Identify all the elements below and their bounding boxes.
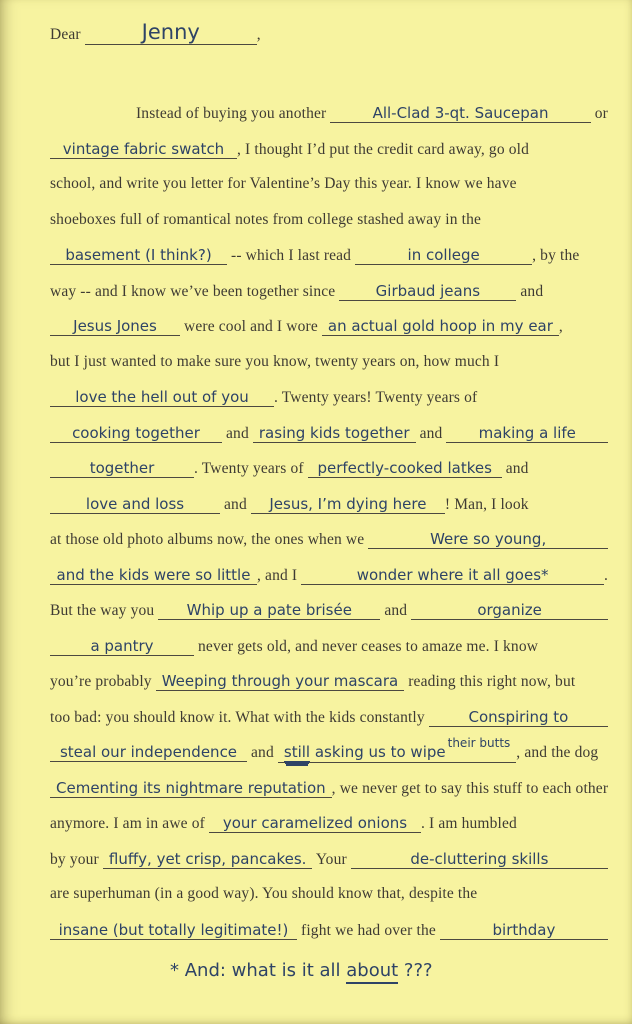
- handwritten-blank: Jesus Jones: [50, 317, 180, 336]
- typed-text: never gets old, and never ceases to amaze me. I know: [194, 637, 539, 655]
- handwritten-blank: Weeping through your mascara: [156, 672, 405, 691]
- handwritten-blank: organize: [411, 601, 608, 620]
- typed-text: by your: [50, 850, 103, 868]
- typed-text: ! Man, I look: [444, 495, 529, 513]
- footnote-line: [50, 960, 608, 1006]
- typed-text: Instead of buying you another: [136, 105, 331, 122]
- handwritten-blank: and the kids were so little: [50, 566, 257, 585]
- handwritten-blank: wonder where it all goes*: [301, 566, 604, 585]
- letter-line: [50, 353, 608, 389]
- typed-text: or: [590, 105, 608, 122]
- handwriting: about: [346, 960, 398, 984]
- typed-text: , and the dog: [516, 744, 599, 761]
- typed-text: were cool and I wore: [180, 318, 322, 335]
- handwritten-blank: Girbaud jeans: [339, 282, 516, 301]
- typed-text: and: [501, 460, 529, 477]
- typed-text: are superhuman (in a good way). You should know that, despite the: [50, 885, 478, 902]
- typed-text: But the way you: [50, 602, 159, 619]
- handwritten-blank: All-Clad 3-qt. Saucepan: [330, 104, 590, 123]
- typed-text: fight we had over the: [297, 921, 440, 939]
- letter-line: [50, 637, 608, 673]
- letter-line: [50, 282, 608, 318]
- typed-text: , by the: [532, 247, 580, 264]
- typed-text: . Twenty years of: [194, 460, 308, 477]
- handwritten-blank: in college: [355, 246, 532, 265]
- typed-text: , we never get to say this stuff to each other: [331, 779, 609, 797]
- letter-line: [50, 601, 608, 637]
- typed-text: ,: [256, 26, 261, 43]
- handwritten-blank: cooking together: [50, 424, 222, 443]
- letter-line: [50, 140, 608, 176]
- letter-line: [50, 885, 608, 921]
- handwritten-blank: rasing kids together: [253, 424, 416, 443]
- letter-line: [50, 317, 608, 353]
- letter-line: [50, 708, 608, 744]
- handwritten-blank: Whip up a pate brisée: [158, 601, 380, 620]
- letter-line: [50, 779, 608, 815]
- typed-text: and: [516, 282, 544, 300]
- handwritten-blank: vintage fabric swatch: [50, 140, 237, 159]
- handwritten-blank: fluffy, yet crisp, pancakes.: [103, 850, 313, 869]
- typed-text: Your: [312, 850, 351, 868]
- handwritten-blank: making a life: [446, 424, 608, 443]
- typed-text: anymore. I am in awe of: [50, 815, 209, 832]
- typed-text: and: [415, 424, 447, 442]
- typed-text: and: [247, 744, 278, 761]
- handwritten-blank: love the hell out of you: [50, 388, 274, 407]
- letter-line: [50, 246, 608, 282]
- typed-text: school, and write you letter for Valentine’s Day this year. I know we have: [50, 175, 517, 192]
- typed-text: at those old photo albums now, the ones when we: [50, 531, 369, 548]
- handwritten-blank: your caramelized onions: [209, 814, 421, 833]
- typed-text: and: [380, 602, 412, 619]
- typed-text: too bad: you should know it. What with the kids constantly: [50, 708, 429, 726]
- typed-text: but I just wanted to make sure you know, twenty years on, how much I: [50, 352, 500, 370]
- typed-text: ,: [558, 318, 563, 335]
- typed-text: Dear: [50, 26, 85, 43]
- letter-line: [50, 672, 608, 708]
- letter-line: [50, 495, 608, 531]
- handwritten-blank: [278, 736, 516, 763]
- typed-text: shoeboxes full of romantical notes from college stashed away in the: [50, 210, 482, 228]
- typed-text: and: [222, 424, 253, 442]
- letter-line: [50, 175, 608, 211]
- handwritten-blank: Jenny: [85, 20, 257, 45]
- letter: [50, 20, 608, 1006]
- typed-text: , I thought I’d put the credit card away, go old: [237, 140, 529, 158]
- handwritten-blank: Cementing its nightmare reputation: [50, 779, 332, 798]
- handwritten-blank: insane (but totally legitimate!): [50, 921, 297, 940]
- letter-line: [50, 104, 608, 140]
- handwritten-blank: Conspiring to: [429, 708, 608, 727]
- typed-text: -- which I last read: [227, 247, 356, 264]
- typed-text: . I am humbled: [420, 815, 517, 832]
- salutation-line: [50, 20, 608, 70]
- handwritten-blank: together: [50, 459, 194, 478]
- typed-text: . Twenty years! Twenty years of: [274, 389, 478, 406]
- handwriting: * And: what is it all: [170, 960, 347, 981]
- handwriting: ???: [398, 960, 433, 981]
- handwritten-blank: de-cluttering skills: [351, 850, 608, 869]
- handwritten-blank: an actual gold hoop in my ear: [322, 317, 559, 336]
- letter-line: [50, 211, 608, 247]
- handwritten-blank: perfectly-cooked latkes: [308, 459, 502, 478]
- typed-text: reading this right now, but: [404, 673, 576, 690]
- typed-text: you’re probably: [50, 673, 156, 690]
- letter-line: [50, 530, 608, 566]
- handwritten-blank: love and loss: [50, 495, 220, 514]
- handwritten-blank: steal our independence: [50, 743, 247, 762]
- handwritten-blank: a pantry: [50, 637, 194, 656]
- handwritten-blank: birthday: [440, 921, 608, 940]
- handwritten-blank: basement (I think?): [50, 246, 227, 265]
- handwritten-text: asking us to wipe: [310, 743, 446, 761]
- letter-line: [50, 814, 608, 850]
- emphasized-word: still: [283, 743, 311, 761]
- handwritten-insertion: their butts: [447, 736, 511, 750]
- letter-line: [50, 736, 608, 779]
- typed-text: way -- and I know we’ve been together since: [50, 282, 340, 300]
- letter-line: [50, 566, 608, 602]
- typed-text: .: [603, 566, 608, 584]
- handwritten-blank: Were so young,: [368, 530, 608, 549]
- letter-line: [50, 388, 608, 424]
- typed-text: and: [220, 495, 251, 513]
- letter-line: [50, 459, 608, 495]
- letter-line: [50, 424, 608, 460]
- typed-text: , and I: [257, 566, 302, 584]
- letter-line: [50, 850, 608, 886]
- letter-line: [50, 921, 608, 957]
- handwritten-blank: Jesus, I’m dying here: [251, 495, 445, 514]
